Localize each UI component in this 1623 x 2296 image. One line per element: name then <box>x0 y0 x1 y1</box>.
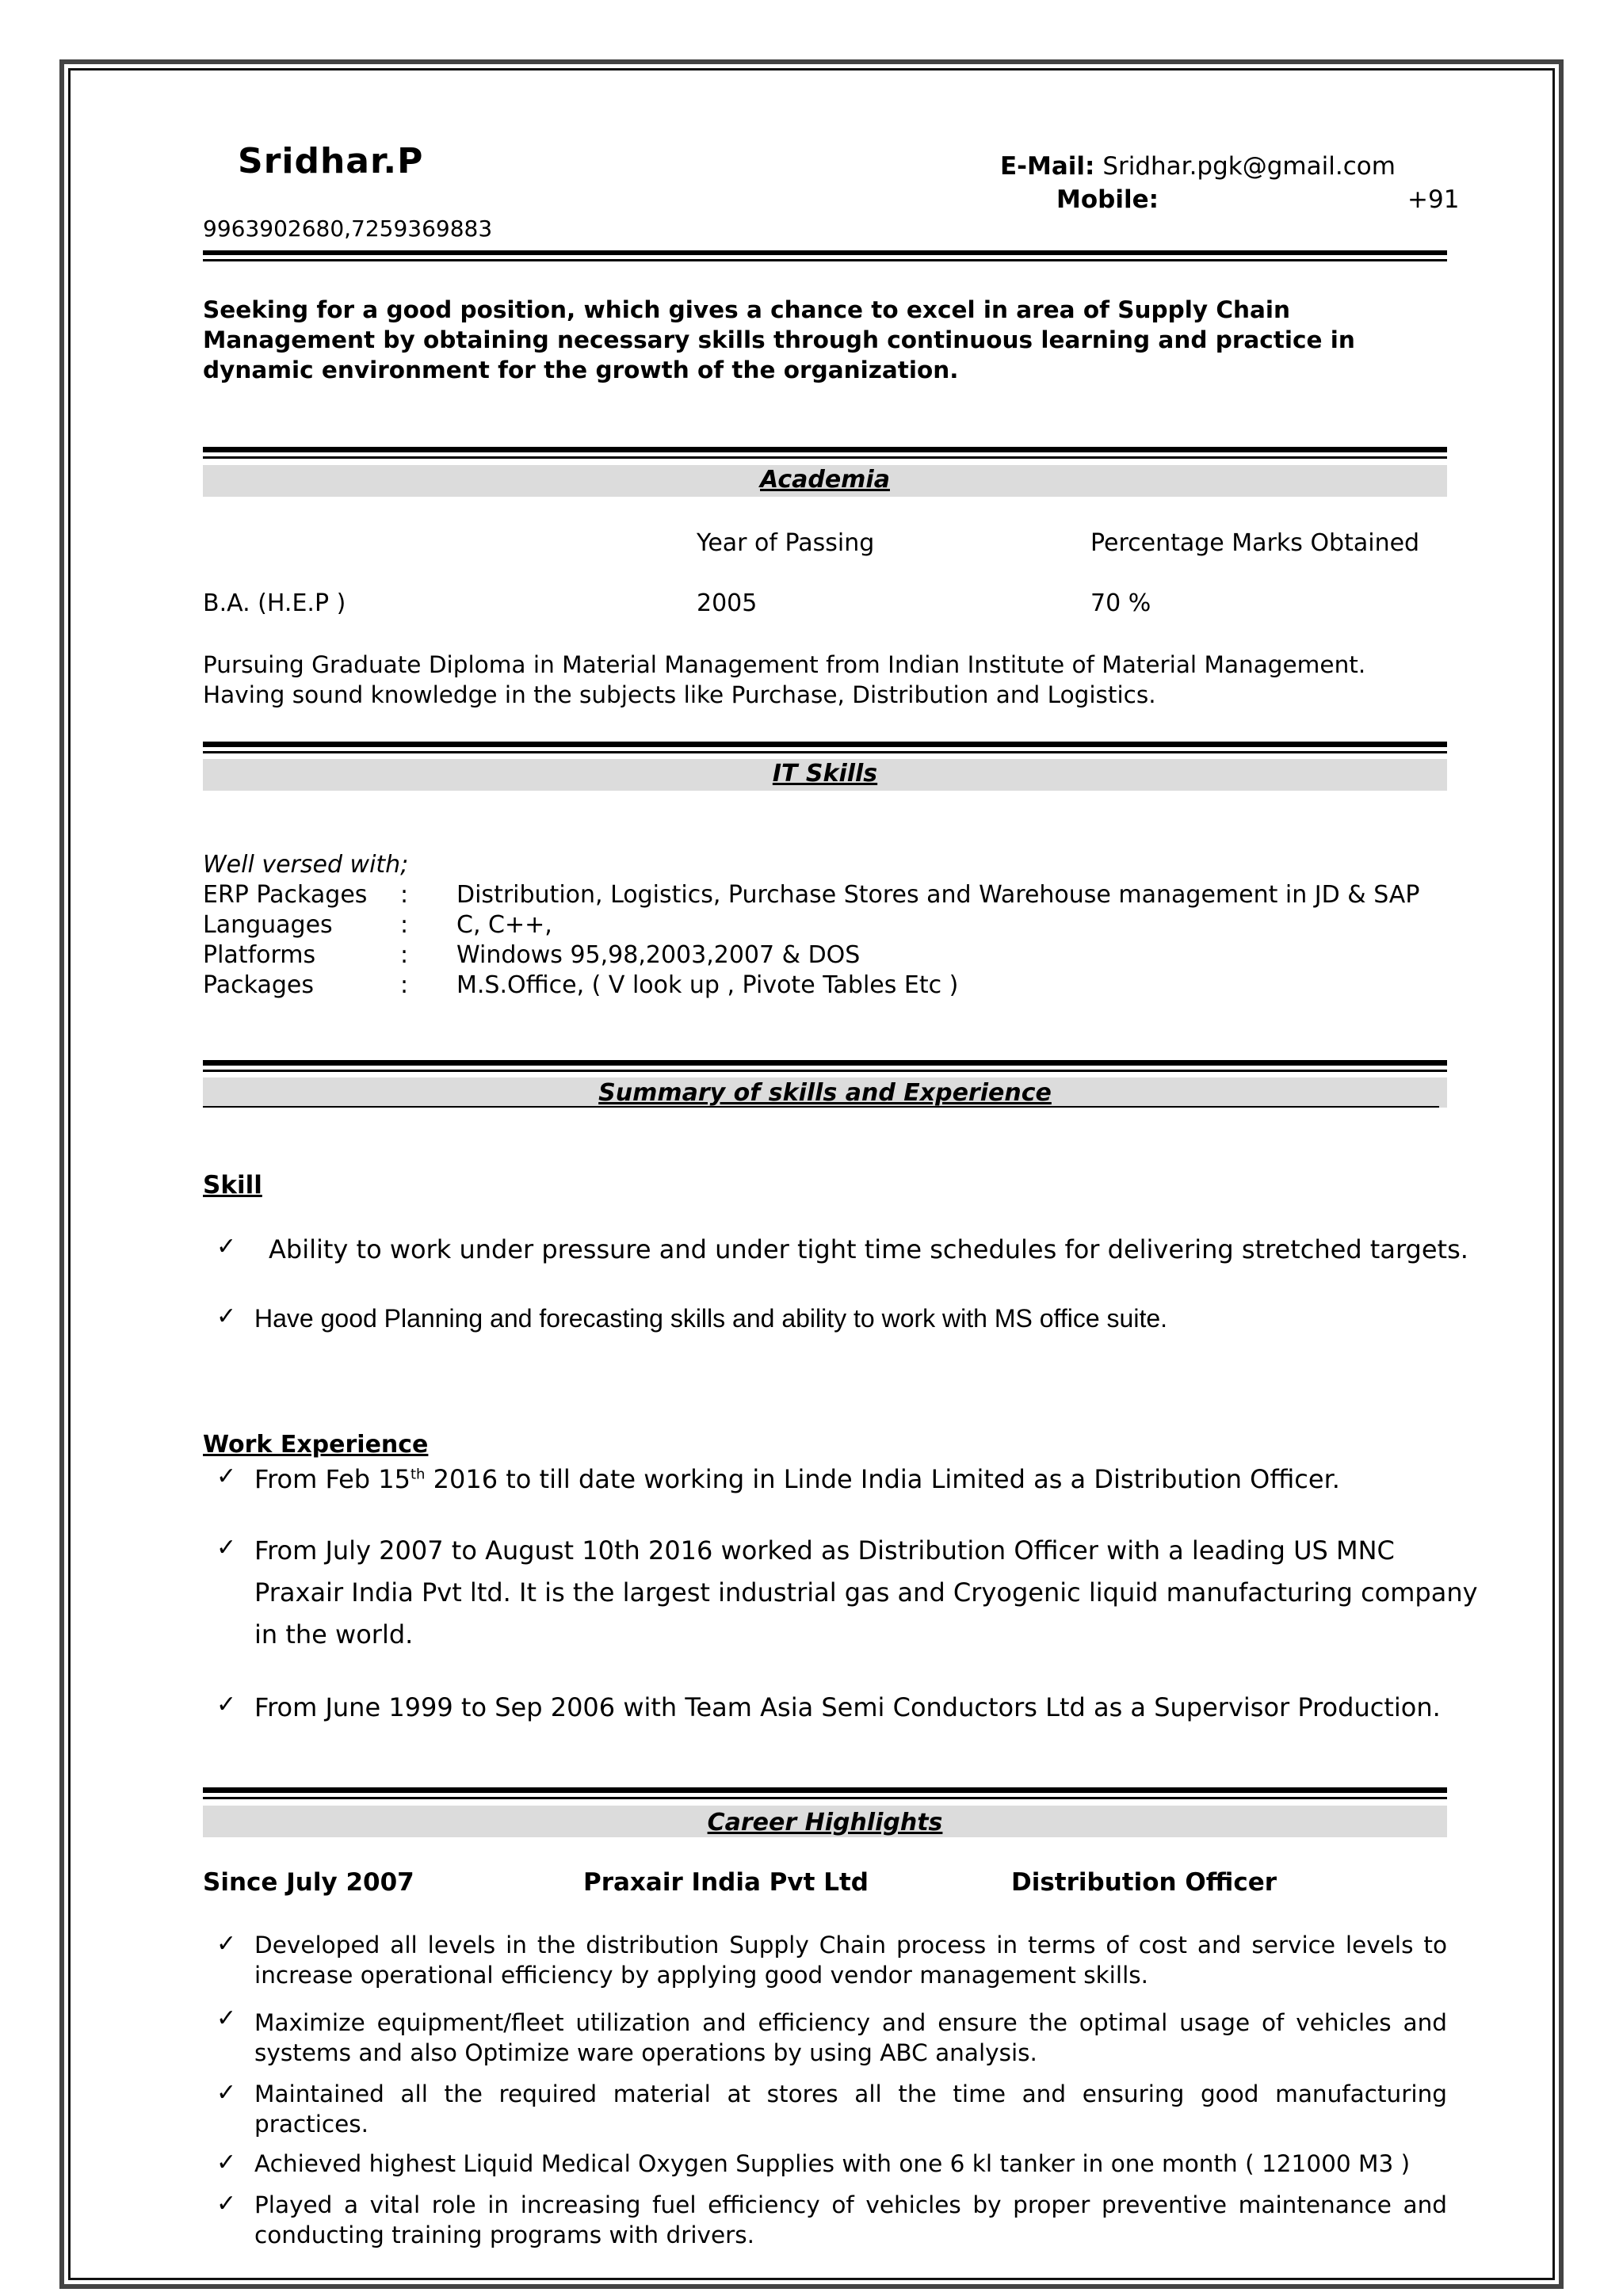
check-icon: ✓ <box>216 1233 237 1261</box>
it-value-languages: C, C++, <box>456 911 552 939</box>
work-item-text: From Feb 15 <box>254 1464 411 1494</box>
header-divider-thin <box>203 259 1447 261</box>
career-since: Since July 2007 <box>203 1868 414 1897</box>
it-sep-platforms: : <box>400 941 409 969</box>
academia-degree: B.A. (H.E.P ) <box>203 589 346 617</box>
academia-rule-thin <box>203 456 1447 459</box>
skill-item: Have good Planning and forecasting skills and ability to work with MS office suite. <box>254 1304 1168 1333</box>
academia-year: 2005 <box>697 589 758 617</box>
work-item-text: 2016 to till date working in Linde India Limited as a Distribution Officer. <box>425 1464 1340 1494</box>
check-icon: ✓ <box>216 1302 237 1330</box>
it-value-erp: Distribution, Logistics, Purchase Stores and Warehouse management in JD & SAP <box>456 881 1420 909</box>
career-point: Maintained all the required material at stores all the time and ensuring good manufacturing practices. <box>254 2081 1447 2138</box>
check-icon: ✓ <box>216 2079 237 2107</box>
career-point: Maximize equipment/fleet utilization and efficiency and ensure the optimal usage of vehicles and systems and also Optimize ware operations by using ABC analysis. <box>254 2009 1447 2066</box>
mobile-prefix: +91 <box>1407 185 1460 214</box>
career-point: Achieved highest Liquid Medical Oxygen Supplies with one 6 kl tanker in one month ( 121000 M3 ) <box>254 2150 1411 2177</box>
summary-rule-thin <box>203 1070 1447 1072</box>
it-skills-title: IT Skills <box>772 760 878 788</box>
check-icon: ✓ <box>216 1463 237 1490</box>
career-point: Played a vital role in increasing fuel efficiency of vehicles by proper preventive maintenance and conducting training programs with drivers. <box>254 2191 1447 2248</box>
academia-percent: 70 % <box>1090 589 1151 617</box>
it-sep-languages: : <box>400 911 409 939</box>
summary-rule-thick <box>203 1060 1447 1066</box>
it-rule-thick <box>203 742 1447 747</box>
career-objective: Seeking for a good position, which gives a chance to excel in area of Supply Chain Management by obtaining necessary skills through continuous learning and practice in dynamic environment for the growth of the organization. <box>203 296 1355 383</box>
it-intro: Well versed with; <box>203 851 409 879</box>
academia-year-header: Year of Passing <box>697 529 875 557</box>
work-item-line: Praxair India Pvt ltd. It is the largest industrial gas and Cryogenic liquid manufacturing company <box>254 1577 1478 1608</box>
work-item <box>254 1464 1340 1494</box>
mobile-label: Mobile: <box>1056 185 1159 214</box>
it-label-platforms: Platforms <box>203 941 316 969</box>
email-value: Sridhar.pgk@gmail.com <box>1094 152 1396 181</box>
work-item-line: From July 2007 to August 10th 2016 worked as Distribution Officer with a leading US MNC <box>254 1535 1395 1566</box>
it-label-erp: ERP Packages <box>203 881 368 909</box>
phone-numbers: 9963902680,7259369883 <box>203 215 493 242</box>
work-experience-heading: Work Experience <box>203 1431 429 1459</box>
check-icon: ✓ <box>216 2190 237 2218</box>
academia-title: Academia <box>760 466 890 494</box>
it-sep-erp: : <box>400 881 409 909</box>
it-sep-packages: : <box>400 971 409 999</box>
check-icon: ✓ <box>216 1930 237 1958</box>
summary-title: Summary of skills and Experience <box>598 1079 1052 1107</box>
career-rule-thick <box>203 1787 1447 1793</box>
academia-rule-thick <box>203 447 1447 452</box>
academia-percent-header: Percentage Marks Obtained <box>1090 529 1420 557</box>
career-title: Career Highlights <box>707 1809 943 1836</box>
check-icon: ✓ <box>216 2004 237 2032</box>
email-line <box>1000 152 1396 181</box>
skill-heading: Skill <box>203 1171 262 1199</box>
it-label-packages: Packages <box>203 971 314 999</box>
academia-note: Pursuing Graduate Diploma in Material Management from Indian Institute of Material Management. Having sound knowledge in the subjects like Purchase, Distribution and Logistics. <box>203 651 1366 708</box>
work-item: From June 1999 to Sep 2006 with Team Asia Semi Conductors Ltd as a Supervisor Production. <box>254 1692 1441 1722</box>
it-value-platforms: Windows 95,98,2003,2007 & DOS <box>456 941 861 969</box>
header-divider-thick <box>203 250 1447 255</box>
email-label: E-Mail: <box>1000 152 1095 181</box>
check-icon: ✓ <box>216 2149 237 2176</box>
it-label-languages: Languages <box>203 911 333 939</box>
career-company: Praxair India Pvt Ltd <box>583 1868 869 1897</box>
check-icon: ✓ <box>216 1691 237 1718</box>
skill-item: Ability to work under pressure and under tight time schedules for delivering stretched targets. <box>269 1234 1468 1264</box>
candidate-name: Sridhar.P <box>238 141 424 181</box>
career-point: Developed all levels in the distribution Supply Chain process in terms of cost and service levels to increase operational efficiency by applying good vendor management skills. <box>254 1932 1447 1989</box>
career-rule-thin <box>203 1797 1447 1799</box>
career-role: Distribution Officer <box>1011 1868 1277 1897</box>
work-item-superscript: th <box>411 1466 426 1483</box>
it-rule-thin <box>203 751 1447 753</box>
check-icon: ✓ <box>216 1534 237 1562</box>
work-item-line: in the world. <box>254 1619 414 1650</box>
it-value-packages: M.S.Office, ( V look up , Pivote Tables Etc ) <box>456 971 959 999</box>
